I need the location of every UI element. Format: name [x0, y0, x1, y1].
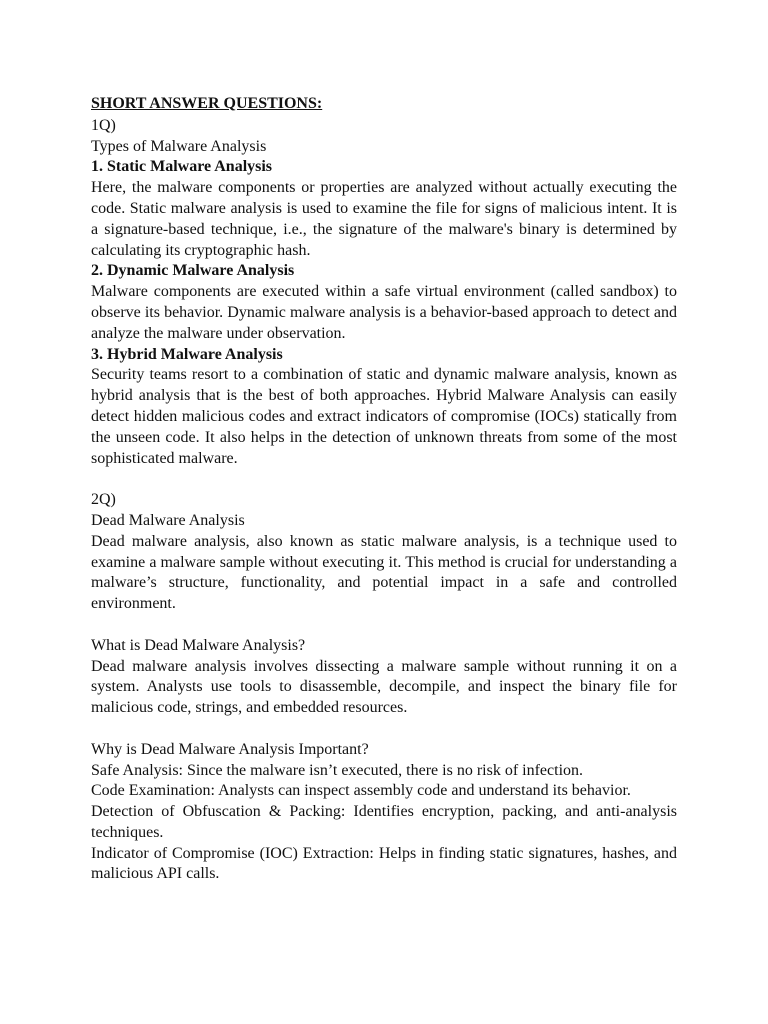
question-2-label: 2Q): [91, 491, 116, 509]
why-point-code-examination: Code Examination: Analysts can inspect assembly code and understand its behavior.: [91, 782, 631, 800]
question-1-label: 1Q): [91, 116, 116, 134]
document-title: SHORT ANSWER QUESTIONS:: [91, 95, 323, 112]
why-dead-analysis-heading: Why is Dead Malware Analysis Important?: [91, 740, 369, 758]
why-point-ioc-extraction: Indicator of Compromise (IOC) Extraction: Helps in finding static signatures, hashes, and malicious API calls.: [91, 844, 677, 883]
question-2-intro: Dead Malware Analysis: [91, 511, 245, 529]
document-content: [91, 94, 677, 885]
dynamic-analysis-heading: 2. Dynamic Malware Analysis: [91, 262, 295, 280]
static-analysis-heading: 1. Static Malware Analysis: [91, 158, 273, 176]
section-spacer: [91, 469, 677, 490]
why-point-obfuscation-detection: Detection of Obfuscation & Packing: Identifies encryption, packing, and anti-analysis techniques.: [91, 803, 677, 841]
hybrid-analysis-heading: 3. Hybrid Malware Analysis: [91, 345, 283, 363]
dynamic-analysis-body: Malware components are executed within a safe virtual environment (called sandbox) to observe its behavior. Dynamic malware analysis is a behavior-based approach to detect and analyze the malware under observation.: [91, 283, 677, 342]
what-dead-analysis-body: Dead malware analysis involves dissecting a malware sample without running it on a system. Analysts use tools to disassemble, decompile, and inspect the binary file for malicious code, strings, and embedded resources.: [91, 657, 677, 717]
what-dead-analysis-heading: What is Dead Malware Analysis?: [91, 636, 306, 654]
hybrid-analysis-body: Security teams resort to a combination of static and dynamic malware analysis, known as hybrid analysis that is the best of both approaches. Hybrid Malware Analysis can easily detect hidden malicious codes and extract indicators of compromise (IOCs) statically from the unseen code. It also helps in the detection of unknown threats from some of the most sophisticated malware.: [91, 366, 677, 467]
section-spacer: [91, 719, 677, 740]
dead-analysis-intro-body: Dead malware analysis, also known as static malware analysis, is a technique used to examine a malware sample without executing it. This method is crucial for understanding a malware’s structure, functionality, and potential impact in a safe and controlled environment.: [91, 532, 677, 613]
section-spacer: [91, 615, 677, 636]
static-analysis-body: Here, the malware components or properties are analyzed without actually executing the code. Static malware analysis is used to examine the file for signs of malicious intent. It is a signature-based technique, i.e., the signature of the malware's binary is determined by calculating its cryptographic hash.: [91, 179, 677, 259]
why-point-safe-analysis: Safe Analysis: Since the malware isn’t executed, there is no risk of infection.: [91, 761, 584, 779]
question-1-intro: Types of Malware Analysis: [91, 137, 267, 155]
